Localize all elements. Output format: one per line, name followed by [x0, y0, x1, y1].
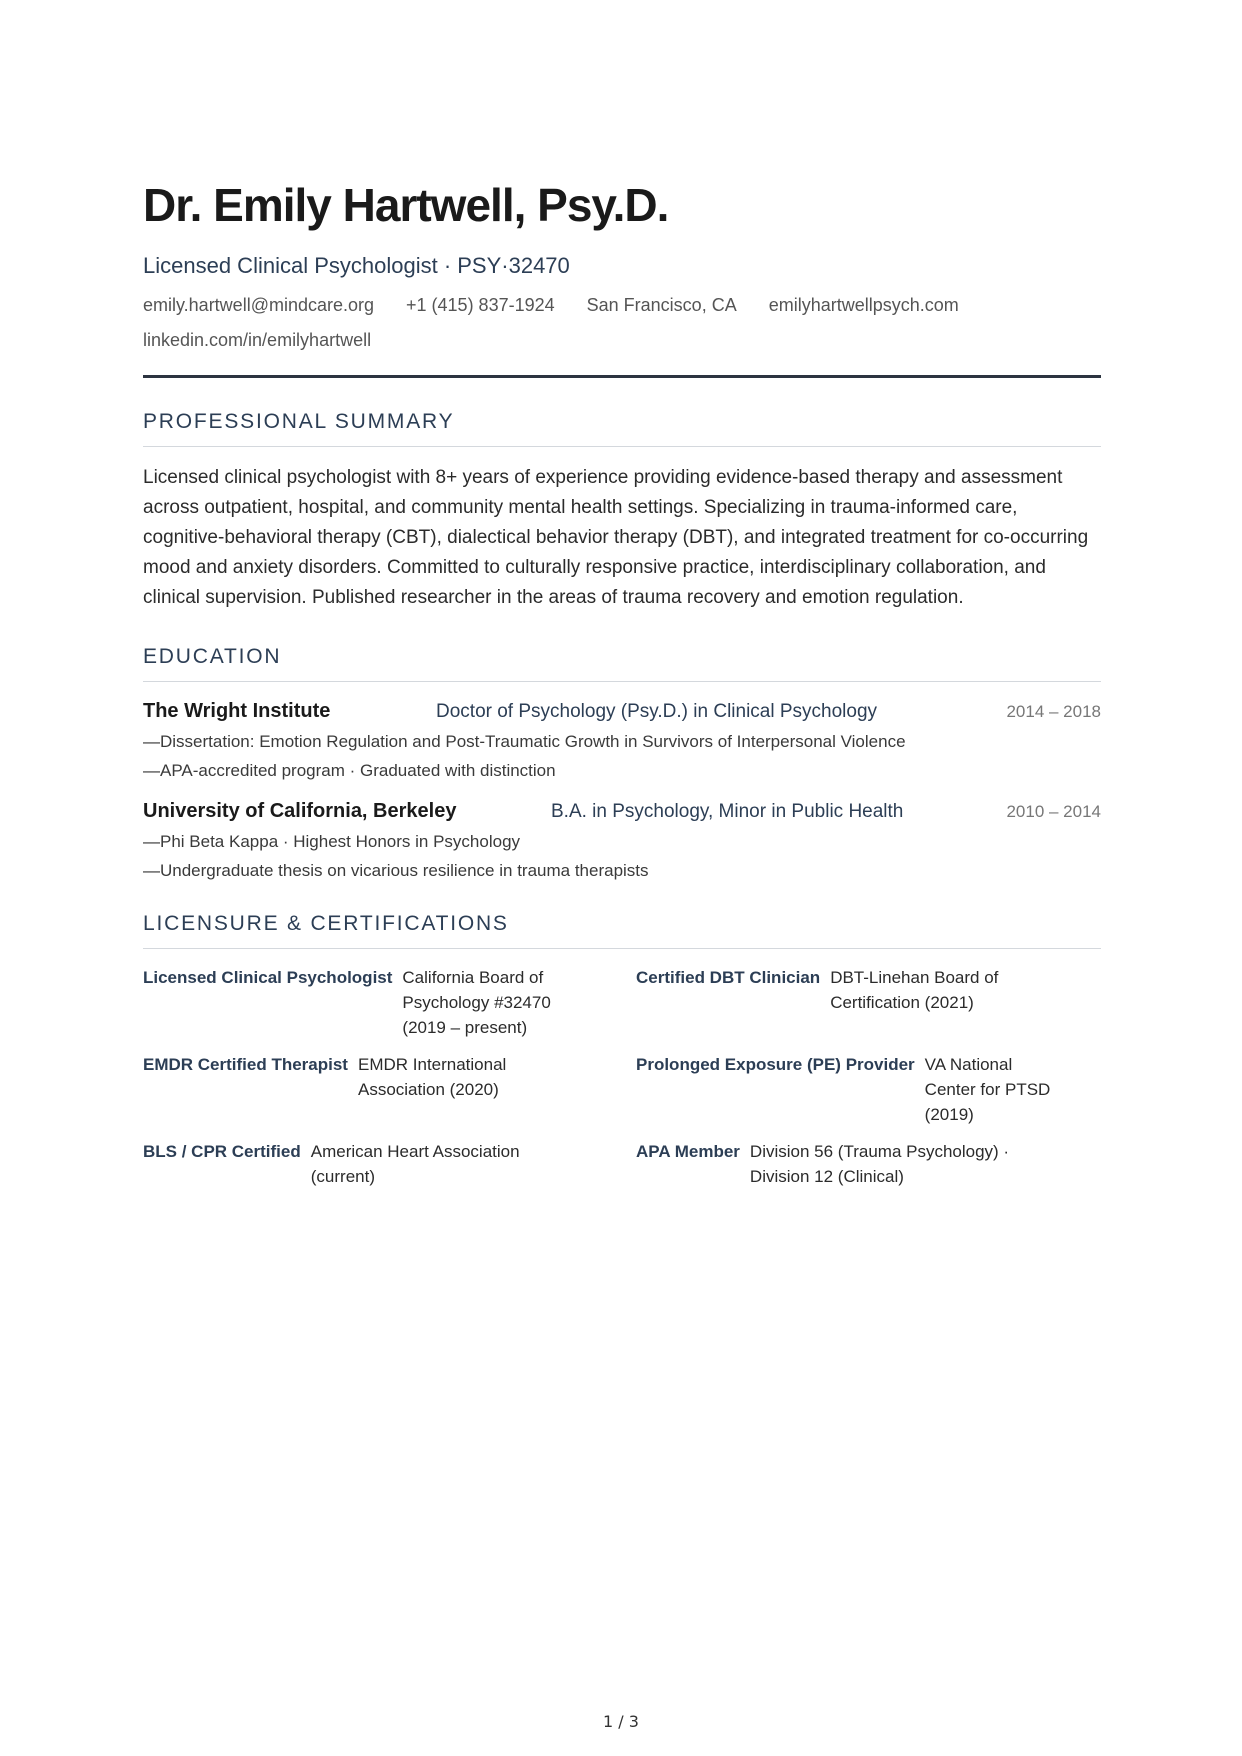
contact-email: emily.hartwell@mindcare.org [143, 294, 375, 315]
contact-website: emilyhartwellpsych.com [768, 294, 959, 315]
certifications-heading: LICENSURE & CERTIFICATIONS [143, 911, 509, 935]
contact-linkedin: linkedin.com/in/emilyhartwell [143, 329, 372, 350]
certification-detail: Division 56 (Trauma Psychology) · Division 12 (Clinical) [749, 1141, 1010, 1186]
section-divider [143, 681, 1101, 682]
school-name: University of California, Berkeley [143, 799, 457, 822]
education-entry [143, 700, 1101, 782]
certification-name: APA Member [636, 1141, 740, 1161]
school-name: The Wright Institute [143, 699, 331, 722]
certification-detail: American Heart Association (current) [310, 1141, 520, 1186]
certifications-grid [143, 965, 1101, 1189]
degree-name: Doctor of Psychology (Psy.D.) in Clinical Psychology [436, 700, 878, 722]
section-divider [143, 446, 1101, 447]
page-number: 1 / 3 [603, 1712, 639, 1731]
section-divider [143, 948, 1101, 949]
certification-name: EMDR Certified Therapist [143, 1054, 348, 1074]
header-divider [143, 375, 1101, 378]
dash-marker: — [143, 831, 160, 851]
certification-item [143, 1052, 636, 1127]
education-dates: 2014 – 2018 [1006, 701, 1101, 721]
summary-section [143, 410, 1101, 613]
certification-item [636, 1052, 1101, 1127]
education-heading: EDUCATION [143, 644, 282, 668]
degree-name: B.A. in Psychology, Minor in Public Health [551, 800, 904, 822]
education-note: —APA-accredited program · Graduated with distinction [143, 760, 556, 780]
resume-page [143, 180, 1101, 1189]
certification-detail: DBT-Linehan Board of Certification (2021) [830, 967, 999, 1012]
education-note: —Dissertation: Emotion Regulation and Post-Traumatic Growth in Survivors of Interpersonal Violence [143, 731, 906, 751]
education-dates: 2010 – 2014 [1006, 801, 1101, 821]
certification-name: BLS / CPR Certified [143, 1141, 301, 1161]
education-note: —Undergraduate thesis on vicarious resilience in trauma therapists [143, 860, 649, 880]
professional-title: Licensed Clinical Psychologist · PSY·32470 [143, 252, 570, 278]
contact-info [143, 295, 1043, 351]
dash-marker: — [143, 760, 160, 780]
education-section [143, 645, 1101, 882]
summary-text: Licensed clinical psychologist with 8+ years of experience providing evidence-based therapy and assessment across outpatient, hospital, and community mental health settings. Specializing in trauma-informed care, cognitive-behavioral therapy (CBT), dialectical behavior therapy (DBT), and integrated treatment for co-occurring mood and anxiety disorders. Committed to culturally responsive practice, interdisciplinary collaboration, and clinical supervision. Published researcher in the areas of trauma recovery and emotion regulation. [143, 466, 1089, 608]
certification-detail: California Board of Psychology #32470 (2019 – present) [402, 967, 551, 1037]
certification-item [143, 1139, 636, 1189]
certification-item [636, 1139, 1101, 1189]
education-note: —Phi Beta Kappa · Highest Honors in Psychology [143, 831, 521, 851]
certification-detail: VA National Center for PTSD (2019) [924, 1054, 1051, 1124]
certification-name: Prolonged Exposure (PE) Provider [636, 1054, 915, 1074]
candidate-name: Dr. Emily Hartwell, Psy.D. [143, 179, 669, 231]
education-entry [143, 800, 1101, 882]
certification-detail: EMDR International Association (2020) [357, 1054, 507, 1099]
certification-item [143, 965, 636, 1040]
certification-name: Certified DBT Clinician [636, 967, 821, 987]
dash-marker: — [143, 731, 160, 751]
dash-marker: — [143, 860, 160, 880]
summary-heading: PROFESSIONAL SUMMARY [143, 409, 455, 433]
contact-location: San Francisco, CA [586, 294, 737, 315]
certifications-section [143, 912, 1101, 1189]
contact-phone: +1 (415) 837-1924 [406, 294, 555, 315]
certification-name: Licensed Clinical Psychologist [143, 967, 393, 987]
certification-item [636, 965, 1101, 1040]
